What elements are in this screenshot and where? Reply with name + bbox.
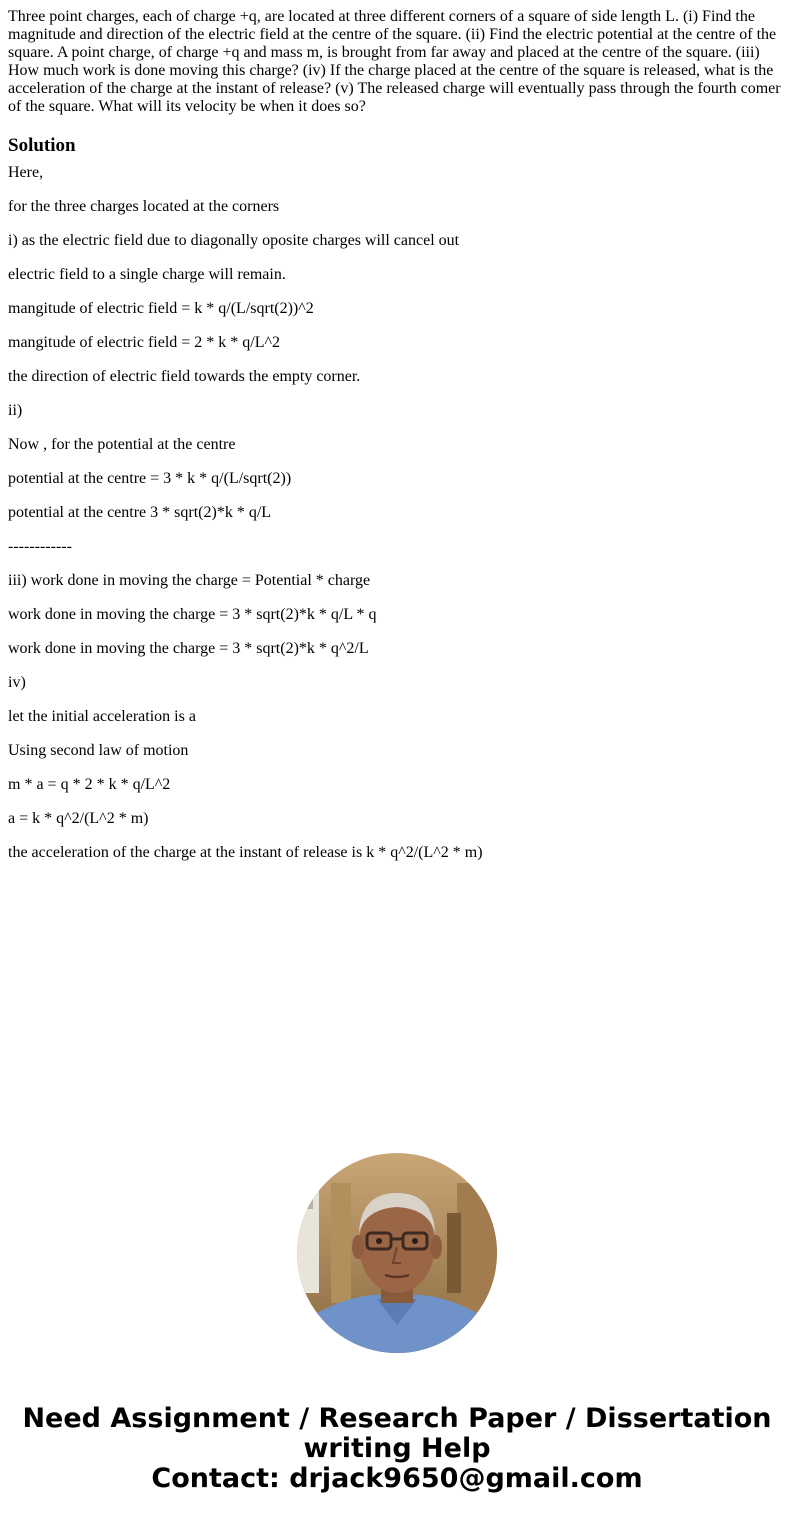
author-avatar [297,1153,497,1353]
solution-step: mangitude of electric field = k * q/(L/sqrt(2))^2 [8,300,314,317]
solution-step: potential at the centre 3 * sqrt(2)*k * q/L [8,504,272,521]
solution-step: the acceleration of the charge at the instant of release is k * q^2/(L^2 * m) [8,844,483,861]
question-text: Three point charges, each of charge +q, are located at three different corners of a square of side length L. (i) Find the magnitude and direction of the electric field at the centre of the square. (ii) Find the electric potential at the centre of the square. A point charge, of charge +q and mass m, is brought from far away and placed at the centre of the square. (iii) How much work is done moving this charge? (iv) If the charge placed at the centre of the square is released, what is the acceleration of the charge at the instant of release? (v) The released charge will eventually pass through the fourth comer of the square. What will its velocity be when it does so? [8,8,781,115]
solution-step: for the three charges located at the corners [8,198,280,215]
solution-step: iv) [8,674,26,691]
solution-step: m * a = q * 2 * k * q/L^2 [8,776,171,793]
solution-step: ii) [8,402,23,419]
solution-step: let the initial acceleration is a [8,708,196,725]
footer-contact: Contact: drjack9650@gmail.com [151,1463,643,1494]
solution-heading: Solution [8,135,76,156]
solution-step: the direction of electric field towards the empty corner. [8,368,361,385]
solution-step: work done in moving the charge = 3 * sqrt(2)*k * q/L * q [8,606,377,623]
solution-steps [8,164,786,862]
author-photo-illustration [297,1153,497,1353]
solution-step: mangitude of electric field = 2 * k * q/L^2 [8,334,281,351]
footer-line-1: Need Assignment / Research Paper / Dissertation [22,1403,772,1434]
solution-step: a = k * q^2/(L^2 * m) [8,810,149,827]
solution-step: ------------ [8,538,72,555]
solution-step: i) as the electric field due to diagonally oposite charges will cancel out [8,232,460,249]
solution-step: work done in moving the charge = 3 * sqrt(2)*k * q^2/L [8,640,369,657]
footer-line-2: writing Help [303,1433,491,1464]
solution-step: potential at the centre = 3 * k * q/(L/sqrt(2)) [8,470,292,487]
promo-footer [0,1404,794,1494]
solution-step: Using second law of motion [8,742,189,759]
solution-step: electric field to a single charge will remain. [8,266,286,283]
solution-step: Here, [8,164,44,181]
solution-step: iii) work done in moving the charge = Potential * charge [8,572,371,589]
solution-step: Now , for the potential at the centre [8,436,236,453]
document-content [8,8,786,878]
